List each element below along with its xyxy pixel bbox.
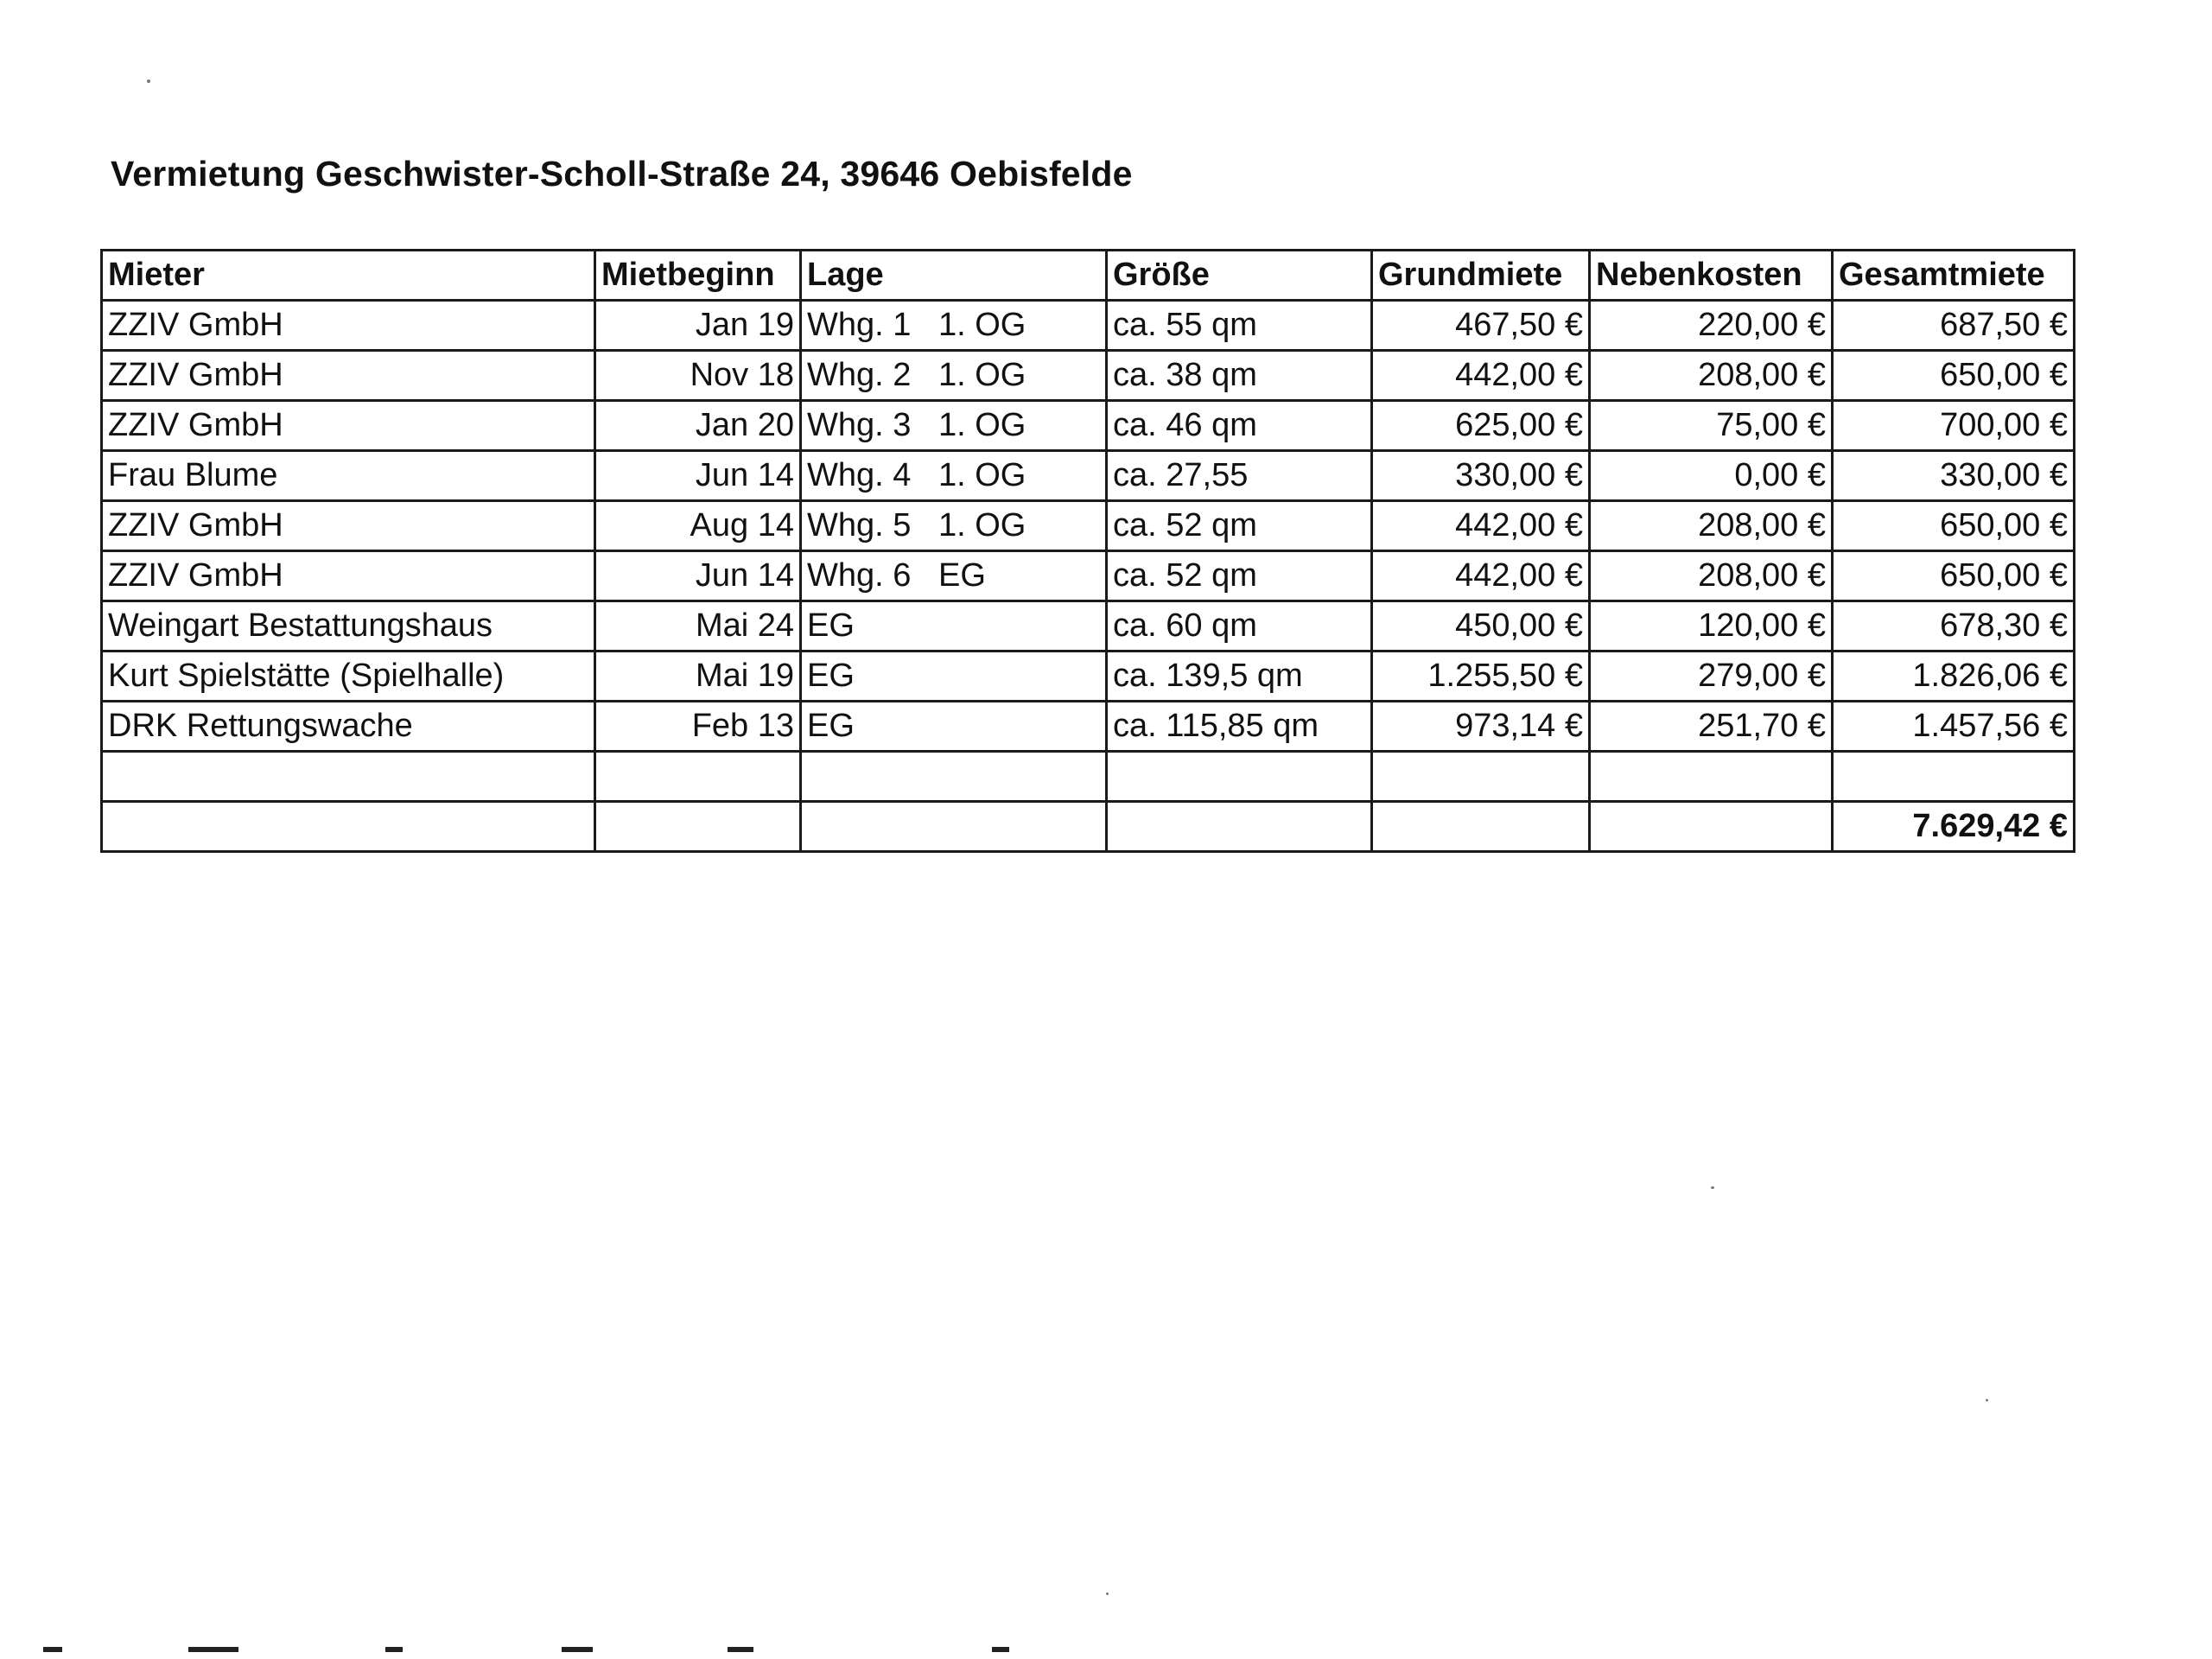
empty-cell — [102, 802, 595, 852]
cell-mietbeginn: Jun 14 — [595, 551, 801, 601]
cell-nebenkosten: 0,00 € — [1590, 451, 1833, 501]
cell-groesse: ca. 139,5 qm — [1107, 652, 1372, 702]
cell-nebenkosten: 120,00 € — [1590, 601, 1833, 652]
scan-speck — [147, 79, 150, 83]
cell-grundmiete: 467,50 € — [1372, 301, 1590, 351]
cell-nebenkosten: 279,00 € — [1590, 652, 1833, 702]
empty-cell — [1372, 802, 1590, 852]
cell-gesamtmiete: 1.457,56 € — [1833, 702, 2075, 752]
header-gesamtmiete: Gesamtmiete — [1833, 251, 2075, 301]
cell-mieter: Frau Blume — [102, 451, 595, 501]
empty-cell — [1372, 752, 1590, 802]
empty-row — [102, 752, 2075, 802]
cell-grundmiete: 973,14 € — [1372, 702, 1590, 752]
cell-groesse: ca. 27,55 — [1107, 451, 1372, 501]
empty-cell — [1590, 752, 1833, 802]
cell-mietbeginn: Mai 24 — [595, 601, 801, 652]
scan-edge-mark — [562, 1647, 593, 1652]
empty-cell — [1107, 802, 1372, 852]
table-row — [102, 501, 2075, 551]
cell-gesamtmiete: 330,00 € — [1833, 451, 2075, 501]
empty-cell — [595, 802, 801, 852]
document-title: Vermietung Geschwister-Scholl-Straße 24, 39646 Oebisfelde — [111, 154, 1133, 194]
lage-unit: Whg. 2 — [807, 357, 912, 393]
scan-edge-mark — [43, 1647, 62, 1652]
lage-floor: EG — [938, 557, 986, 594]
cell-groesse: ca. 38 qm — [1107, 351, 1372, 401]
lage-unit: Whg. 6 — [807, 557, 912, 594]
table-row — [102, 652, 2075, 702]
cell-lage — [801, 601, 1107, 652]
empty-cell — [801, 752, 1107, 802]
cell-gesamtmiete: 1.826,06 € — [1833, 652, 2075, 702]
cell-groesse: ca. 52 qm — [1107, 551, 1372, 601]
empty-cell — [102, 752, 595, 802]
scan-speck — [1711, 1186, 1714, 1189]
cell-mieter: ZZIV GmbH — [102, 501, 595, 551]
cell-nebenkosten: 208,00 € — [1590, 551, 1833, 601]
lage-floor: 1. OG — [938, 357, 1027, 393]
cell-grundmiete: 625,00 € — [1372, 401, 1590, 451]
table-row — [102, 301, 2075, 351]
cell-groesse: ca. 52 qm — [1107, 501, 1372, 551]
header-groesse: Größe — [1107, 251, 1372, 301]
cell-gesamtmiete: 650,00 € — [1833, 551, 2075, 601]
cell-mietbeginn: Mai 19 — [595, 652, 801, 702]
table-row — [102, 351, 2075, 401]
cell-mieter: DRK Rettungswache — [102, 702, 595, 752]
cell-lage — [801, 652, 1107, 702]
cell-lage — [801, 351, 1107, 401]
cell-mietbeginn: Jan 20 — [595, 401, 801, 451]
cell-mietbeginn: Aug 14 — [595, 501, 801, 551]
scan-edge-mark — [188, 1647, 238, 1652]
table-row — [102, 451, 2075, 501]
cell-mieter: ZZIV GmbH — [102, 301, 595, 351]
table-body — [102, 301, 2075, 852]
cell-groesse: ca. 115,85 qm — [1107, 702, 1372, 752]
cell-mieter: ZZIV GmbH — [102, 551, 595, 601]
cell-lage — [801, 451, 1107, 501]
lage-unit: Whg. 3 — [807, 407, 912, 443]
cell-gesamtmiete: 678,30 € — [1833, 601, 2075, 652]
header-nebenkosten: Nebenkosten — [1590, 251, 1833, 301]
header-mieter: Mieter — [102, 251, 595, 301]
scan-edge-mark — [728, 1647, 753, 1652]
cell-mietbeginn: Jun 14 — [595, 451, 801, 501]
lage-floor: 1. OG — [938, 507, 1027, 543]
lage-unit: Whg. 5 — [807, 507, 912, 543]
scan-speck — [1986, 1399, 1988, 1402]
cell-gesamtmiete: 700,00 € — [1833, 401, 2075, 451]
cell-grundmiete: 330,00 € — [1372, 451, 1590, 501]
cell-mietbeginn: Feb 13 — [595, 702, 801, 752]
header-lage: Lage — [801, 251, 1107, 301]
total-gesamtmiete: 7.629,42 € — [1833, 802, 2075, 852]
cell-mietbeginn: Jan 19 — [595, 301, 801, 351]
cell-nebenkosten: 208,00 € — [1590, 351, 1833, 401]
cell-mieter: Kurt Spielstätte (Spielhalle) — [102, 652, 595, 702]
cell-lage — [801, 551, 1107, 601]
cell-mieter: Weingart Bestattungshaus — [102, 601, 595, 652]
table-row — [102, 551, 2075, 601]
cell-groesse: ca. 55 qm — [1107, 301, 1372, 351]
empty-cell — [801, 802, 1107, 852]
lage-floor: 1. OG — [938, 307, 1027, 343]
table-row — [102, 702, 2075, 752]
lage-unit: EG — [807, 658, 855, 694]
cell-gesamtmiete: 650,00 € — [1833, 501, 2075, 551]
cell-gesamtmiete: 650,00 € — [1833, 351, 2075, 401]
total-row — [102, 802, 2075, 852]
cell-grundmiete: 442,00 € — [1372, 351, 1590, 401]
empty-cell — [1590, 802, 1833, 852]
cell-grundmiete: 442,00 € — [1372, 501, 1590, 551]
cell-grundmiete: 1.255,50 € — [1372, 652, 1590, 702]
lage-floor: 1. OG — [938, 457, 1027, 493]
cell-gesamtmiete: 687,50 € — [1833, 301, 2075, 351]
header-grundmiete: Grundmiete — [1372, 251, 1590, 301]
scan-edge-mark — [992, 1647, 1009, 1652]
lage-unit: Whg. 4 — [807, 457, 912, 493]
cell-mieter: ZZIV GmbH — [102, 351, 595, 401]
scan-edge-mark — [385, 1647, 403, 1652]
table-header-row — [102, 251, 2075, 301]
cell-lage — [801, 702, 1107, 752]
cell-lage — [801, 501, 1107, 551]
cell-nebenkosten: 251,70 € — [1590, 702, 1833, 752]
cell-nebenkosten: 220,00 € — [1590, 301, 1833, 351]
header-mietbeginn: Mietbeginn — [595, 251, 801, 301]
cell-mieter: ZZIV GmbH — [102, 401, 595, 451]
table-row — [102, 601, 2075, 652]
cell-lage — [801, 301, 1107, 351]
table-row — [102, 401, 2075, 451]
cell-grundmiete: 442,00 € — [1372, 551, 1590, 601]
cell-nebenkosten: 75,00 € — [1590, 401, 1833, 451]
lage-floor: 1. OG — [938, 407, 1027, 443]
lage-unit: EG — [807, 607, 855, 644]
empty-cell — [1833, 752, 2075, 802]
empty-cell — [1107, 752, 1372, 802]
rent-table — [100, 249, 2075, 853]
lage-unit: EG — [807, 708, 855, 744]
scan-speck — [1106, 1592, 1109, 1595]
lage-unit: Whg. 1 — [807, 307, 912, 343]
empty-cell — [595, 752, 801, 802]
cell-groesse: ca. 46 qm — [1107, 401, 1372, 451]
cell-grundmiete: 450,00 € — [1372, 601, 1590, 652]
cell-groesse: ca. 60 qm — [1107, 601, 1372, 652]
cell-lage — [801, 401, 1107, 451]
cell-nebenkosten: 208,00 € — [1590, 501, 1833, 551]
cell-mietbeginn: Nov 18 — [595, 351, 801, 401]
